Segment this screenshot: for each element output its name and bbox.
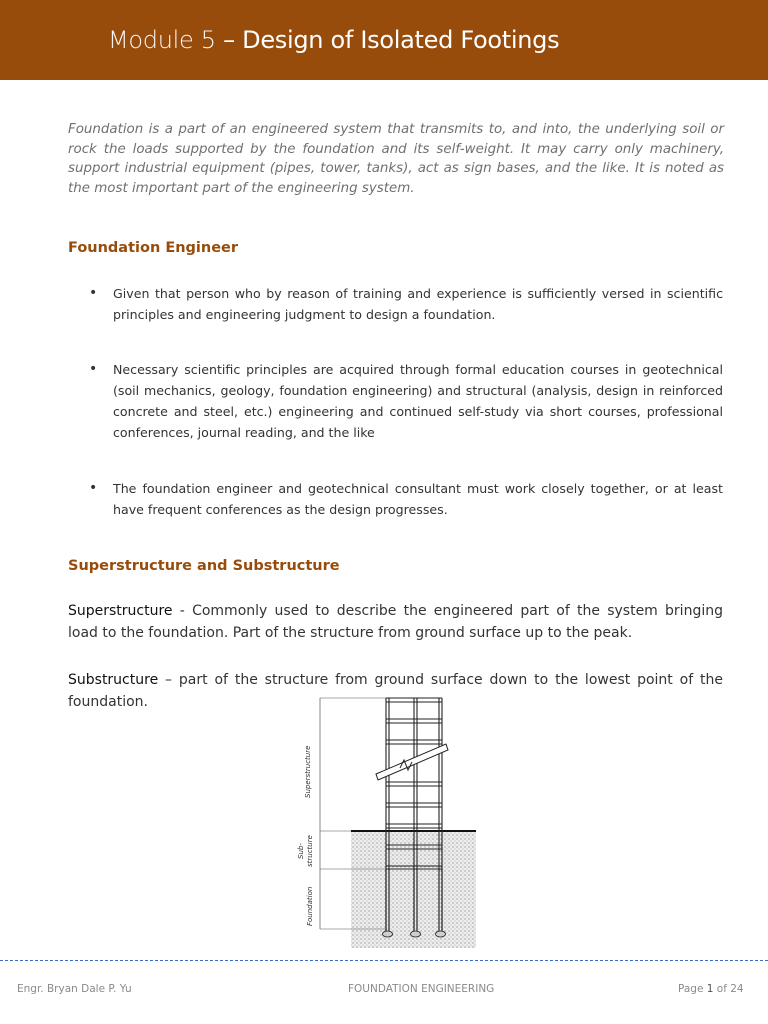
heading-superstructure-substructure: Superstructure and Substructure [68, 558, 340, 574]
superstructure-paragraph [68, 600, 723, 644]
header-banner [0, 0, 768, 80]
footer-author: Engr. Bryan Dale P. Yu [17, 983, 132, 995]
list-item [89, 359, 723, 443]
footer-page [678, 983, 744, 995]
pile-bells [383, 931, 446, 937]
module-label: Module 5 [108, 26, 216, 54]
heading-foundation-engineer: Foundation Engineer [68, 240, 239, 256]
superstructure-term: Superstructure [68, 603, 173, 619]
bullet-text: Given that person who by reason of training and experience is sufficiently versed in scientific principles and engineering judgment to design a foundation. [113, 286, 723, 322]
break-symbol [376, 744, 448, 780]
substructure-term: Substructure [68, 672, 159, 688]
superstructure-definition: - Commonly used to describe the engineered part of the system bringing load to the foundation. Part of the structure from ground surface up to the peak. [68, 603, 723, 641]
page-suffix: of 24 [713, 983, 744, 995]
list-item [89, 478, 723, 520]
list-item [89, 283, 723, 325]
footer-divider [0, 960, 768, 961]
label-foundation: Foundation [306, 886, 314, 926]
module-title-rest: – Design of Isolated Footings [215, 26, 560, 54]
bullet-dot: • [89, 480, 98, 496]
page-prefix: Page [678, 983, 707, 995]
page-number: 1 [706, 983, 714, 995]
module-title [108, 26, 559, 54]
structure-diagram [296, 694, 486, 954]
label-superstructure: Superstructure [304, 745, 312, 798]
footer-course: FOUNDATION ENGINEERING [348, 983, 495, 995]
substructure-definition: – part of the structure from ground surface down to the lowest point of the foundation. [68, 672, 723, 710]
label-sub-line1: Sub- [297, 843, 305, 859]
bullet-dot: • [89, 285, 98, 301]
bullet-text: Necessary scientific principles are acquired through formal education courses in geotechnical (soil mechanics, geology, foundation engineering) and structural (analysis, design in reinforced concrete and steel, etc.) engineering and continued self-study via short courses, professional conferences, journal reading, and the like [113, 362, 723, 440]
label-sub-line2: structure [306, 835, 314, 867]
bullet-dot: • [89, 361, 98, 377]
intro-paragraph: Foundation is a part of an engineered system that transmits to, and into, the underlying soil or rock the loads supported by the foundation and its self-weight. It may carry only machinery, support industrial equipment (pipes, tower, tanks), act as sign bases, and the like. It is noted as the most important part of the engineering system. [68, 122, 724, 196]
bullet-text: The foundation engineer and geotechnical consultant must work closely together, or at least have frequent conferences as the design progresses. [113, 481, 723, 517]
